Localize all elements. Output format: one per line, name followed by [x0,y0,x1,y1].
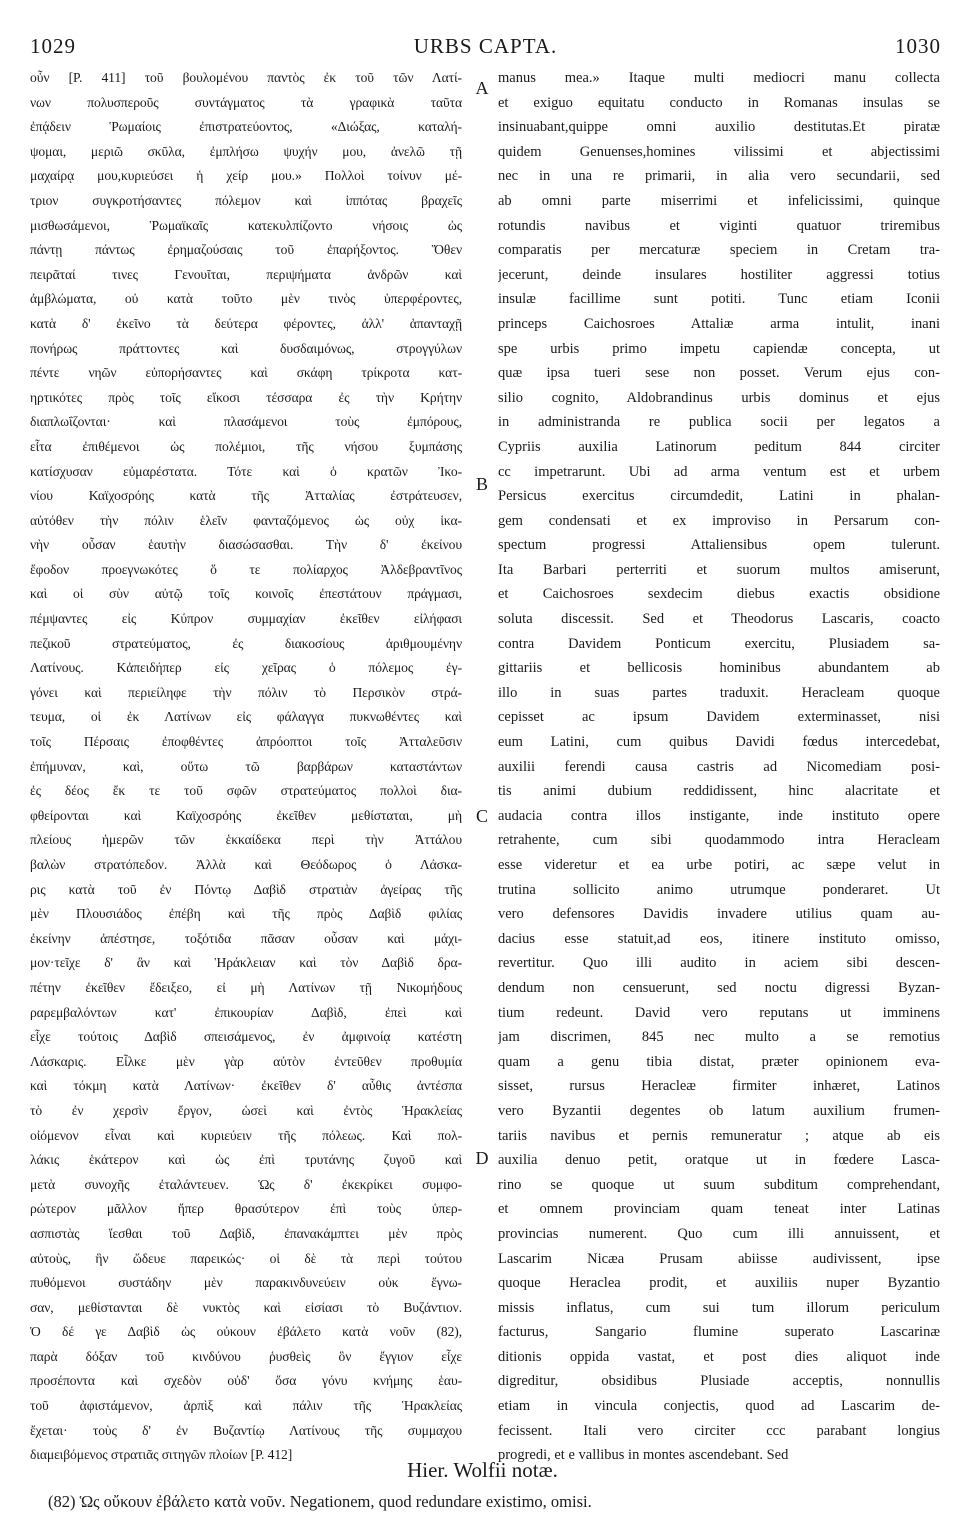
greek-text-line: εἶτα ἐπιθέμενοι ὡς πολέμιοι, τῆς νήσου ξυμπάσης [30,438,462,454]
greek-text-line: ἔφοδον προεγνωκότες ὅ τε πολίαρχος Ἀλδεβραντῖνος [30,561,462,577]
greek-text-line: πέντε νηῶν εὐπορήσαντες καὶ σκάφη τρίκροτα κατ- [30,365,462,381]
footnote: (82) Ὡς οὔκουν ἐβάλετο κατὰ νοῦν. Negationem, quod redundare existimo, omisi. [48,1492,592,1511]
latin-text-line: manus mea.» Itaque multi mediocri manu collecta [498,70,940,86]
greek-text-line: γόνει καὶ περιείληφε τὴν πόλιν τὸ Περσικὸν στρά- [30,684,462,700]
latin-text-line: illo in suas partes traduxit. Heracleam quoque [498,684,940,701]
latin-text-line: revertitur. Quo illi audito in aciem sibi descen- [498,955,940,972]
latin-text-line: trutina sollicito animo utrumque ponderaret. Ut [498,881,940,898]
greek-text-line: κατίσχυσαν εὐμαρέστατα. Τότε καὶ ὁ κρατῶν Ἰκο- [30,463,462,479]
latin-text-line: etiam in vincula conjectis, quod ad Lascarim de- [498,1398,940,1415]
greek-text-line: πλείους ἡμερῶν τῶν ἑκκαίδεκα περὶ τὴν Ἀττάλου [30,832,462,848]
latin-text-line: ditionis oppida vastat, et post dies aliquot inde [498,1348,940,1365]
text-columns [30,66,940,1464]
latin-text-line: rino se quoque ut suum subditum comprehendant, [498,1176,940,1193]
greek-text-line: παρὰ δόξαν τοῦ κινδύνου ῥυσθεὶς ὃν ἔγγιον εἶχε [30,1348,462,1364]
latin-text-line: et Caichosroes sexdecim diebus exactis obsidione [498,586,940,603]
latin-text-line: et exiguo equitatu conducto in Romanas insulas se [498,94,940,111]
latin-text-line: insulæ facillime sunt potiti. Tunc etiam Iconii [498,291,940,308]
latin-text-line: vero Byzantii degentes ob latum auxilium frumen- [498,1102,940,1119]
latin-text-line: retrahente, cum sibi quodammodo intra Heracleam [498,832,940,849]
latin-text-line: auxilia denuo petit, oratque ut in fœdere Lasca- [498,1152,940,1169]
greek-text-line: μισθωσάμενοι, Ῥωμαϊκαῖς κατεκυλπίζοντο νήσοις ὡς [30,217,462,233]
latin-text-line: Cypriis auxilia Latinorum peditum 844 circiter [498,438,940,455]
greek-text-line: πονήρως πράττοντες καὶ δυσδαιμόνως, στρογγύλων [30,340,462,356]
greek-text-line: Λατίνους. Κἀπειδήπερ εἰς χεῖρας ὁ πόλεμος ἐγ- [30,660,462,676]
section-marker-a: A [475,78,489,98]
greek-text-line: καὶ οἱ σὺν αὐτῷ τοῖς κοινοῖς ἐπεστάτουν πράγμασι, [30,586,462,602]
latin-text-line: ab omni parte miserrimi et infelicissimi, quinque [498,192,940,209]
greek-text-line: φθείρονται καὶ Καϊχοσρόης ἐκεῖθεν μεθίσταται, μὴ [30,807,462,823]
greek-text-line: ἔχεται· τοὺς δ' ἐν Βυζαντίῳ Λατίνους τῆς συμμαχου [30,1422,462,1438]
latin-text-line: sisset, rursus Heracleæ firmiter inhæret, Latinos [498,1078,940,1095]
latin-text-line: jecerunt, deinde insulares hostiliter aggressi totius [498,266,940,283]
greek-text-line: οὖν [P. 411] τοῦ βουλομένου παντὸς ἐκ τοῦ τῶν Λατί- [30,70,462,85]
greek-text-line: προσέποντα καὶ σχεδὸν οὐδ' ὅσα γόνυ κνήμης ἑαυ- [30,1373,462,1389]
latin-text-line: progredi, et e vallibus in montes ascendebant. Sed [498,1447,789,1464]
greek-text-line: μαχαίρᾳ μου,κυριεύσει ἡ χείρ μου.» Πολλοὶ τοίνυν μέ- [30,168,462,184]
greek-text-line: νὴν οὖσαν ἑαυτὴν διασώσασθαι. Τὴν δ' ἐκείνου [30,537,462,553]
latin-text-line: insinuabant,quippe omni auxilio destitutas.Et piratæ [498,119,940,136]
latin-text-line: quidem Genuenses,homines vilissimi et abjectissimi [498,143,940,160]
greek-text-line: πάντῃ πάντως ἐρημαζούσαις τοῦ ἐπαρήξοντος. Ὅθεν [30,242,462,258]
greek-text-line: νίου Καϊχοσρόης κατὰ τῆς Ἀτταλίας ἐστράτευσεν, [30,488,462,504]
greek-text-line: οἰόμενον εἶναι καὶ κυριεύειν τῆς πόλεως. Καὶ πολ- [30,1127,462,1143]
latin-text-line: tis animi dubium reddidissent, hinc alacritate et [498,783,940,800]
latin-text-line: comparatis per mercaturæ speciem in Cretam tra- [498,242,940,259]
latin-column [498,66,940,1468]
latin-text-line: cepisset ac ipsum Davidem exterminasset, nisi [498,709,940,726]
greek-text-line: πέμψαντες εἰς Κύπρον συμμαχίαν ἐκεῖθεν εἰλήφασι [30,611,462,627]
section-marker-b: B [475,474,488,494]
notes-heading: Hier. Wolfii notæ. [407,1458,558,1482]
greek-column [30,66,462,1468]
greek-text-line: τοῦ ἀφιστάμενον, ἀρπὶξ καὶ πάλιν τῆς Ἡρακλείας [30,1398,462,1414]
latin-text-line: Ita Barbari perterriti et suorum multos amiserunt, [498,561,940,578]
latin-text-line: missis inflatus, cum sui tum illorum periculum [498,1299,940,1316]
greek-text-line: ἐπήμυναν, καὶ, οὕτω τῶ βαρβάρων καταστάντων [30,758,462,774]
latin-text-line: tariis navibus et pernis remuneratur ; atque ab eis [498,1127,940,1144]
greek-text-line: πυθόμενοι συστάδην μὲν παρακινδυνεύειν οὐκ ἔγνω- [30,1275,462,1291]
greek-text-line: εἶχε τούτοις Δαβὶδ σπεισάμενος, ἐν ἀμφινοίᾳ κατέστη [30,1029,462,1045]
section-marker-c: C [475,806,488,826]
greek-text-line: βαλὼν στρατόπεδον. Ἀλλὰ καὶ Θεόδωρος ὁ Λάσκα- [30,857,462,872]
latin-text-line: audacia contra illos instigante, inde instituto opere [498,807,940,824]
latin-text-line: vero defensores Davidis invadere utilius quam au- [498,906,940,923]
latin-text-line: spectum progressi Attaliensibus opem tulerunt. [498,537,940,554]
greek-text-line: ἐκείνην ἀπέστησε, τοξότιδα πᾶσαν οὖσαν καὶ μάχι- [30,930,462,946]
greek-text-line: Ὁ δέ γε Δαβὶδ ὡς οὐκουν ἐβάλετο κατὰ νοῦν (82), [30,1324,462,1340]
latin-text-line: fecissent. Itali vero circiter ccc parabant longius [498,1422,940,1439]
latin-text-line: tium redeunt. David vero reputans ut imminens [498,1004,940,1021]
latin-text-line: et omnem provinciam quam teneat inter Latinas [498,1201,940,1218]
running-title: URBS CAPTA. [413,34,558,58]
greek-text-line: ρώτερον μᾶλλον ἤπερ θρασύτερον ἐπὶ τοὺς ὑπερ- [30,1201,462,1217]
latin-text-line: facturus, Sangario flumine superato Lascarinæ [498,1324,940,1341]
page-header [30,34,941,60]
latin-text-line: gem condensati et ex improviso in Persarum con- [498,512,940,529]
greek-text-line: πεζικοῦ στρατεύματος, ἐς διακοσίους ἀριθμουμένην [30,635,462,651]
greek-text-line: καὶ τόκμη κατὰ Λατίνων· ἐκεῖθεν δ' αὖθις ἀντέσπα [30,1078,462,1094]
greek-text-line: διαπλωΐζονται· καὶ πλασάμενοι τοὺς ἐμπόρους, [30,414,462,430]
latin-text-line: Persicus exercitus circumdedit, Latini in phalan- [498,488,940,505]
latin-text-line: cc impetrarunt. Ubi ad arma ventum est et urbem [498,463,940,480]
greek-text-line: τοῖς Πέρσαις ἐποφθέντες ἀπρόοπτοι τοῖς Ἀτταλεῦσιν [30,734,462,750]
greek-text-line: σαν, μεθίστανται δὲ νυκτὸς καὶ εἰσίασι τὸ Βυζάντιον. [30,1299,462,1315]
greek-text-line: αὐτοὺς, ἣν ὥδευε παρεικώς· οἱ δὲ τὰ περὶ τούτου [30,1250,462,1266]
greek-text-line: ψομαι, μεριῶ σκῦλα, ἐμπλήσω ψυχήν μου, ἀνελῶ τῇ [30,143,462,159]
latin-text-line: nec in una re primarii, in alia vero secundarii, sed [498,168,940,185]
greek-text-line: ἀμβλώματα, οὐ κατὰ τοῦτο μὲν τινὸς ὑπερφέροντες, [30,291,462,307]
greek-text-line: τευμα, οἱ ἐκ Λατίνων εἰς φάλαγγα πυκνωθέντες καὶ [30,709,462,725]
column-number-right: 1030 [895,34,941,58]
latin-text-line: auxilii ferendi causa castris ad Nicomediam posi- [498,758,940,775]
greek-text-line: νων πολυσπερoῦς συντάγματος τὰ γραφικὰ ταῦτα [30,94,462,110]
greek-text-line: πέτην ἐκεῖθεν ἔδειξεο, εἰ μὴ Λατίνων τῇ Νικομήδους [30,979,462,995]
latin-text-line: quæ ipsa tueri sese non posset. Verum ejus con- [498,365,940,382]
greek-text-line: τριον συγκροτήσαντες πόλεμον καὶ ἱππότας βραχεῖς [30,192,462,208]
latin-text-line: soluta discessit. Sed et Theodorus Lascaris, coacto [498,611,940,628]
greek-text-line: ἐς δέος ἔκ τε τοῦ σφῶν στρατεύματος πολλοὶ δια- [30,783,462,799]
greek-text-line: πειρᾶταί τινες Γενουῖται, περιψήματα ἀνδρῶν καὶ [30,266,462,282]
latin-text-line: in administranda re publica socii per legatos a [498,414,940,431]
latin-text-line: rotundis navibus et viginti quatuor triremibus [498,217,940,234]
latin-text-line: gittariis et bellicosis hominibus abundantem ab [498,660,940,677]
latin-text-line: eum Latini, cum quibus Davidi fœdus intercedebat, [498,734,940,751]
latin-text-line: dendum non censuerunt, sed noctu digressi Byzan- [498,979,940,996]
greek-text-line: Λάσκαρις. Εἷλκε μὲν γὰρ αὐτὸν ἐντεῦθεν προθυμία [30,1053,462,1069]
column-number-left: 1029 [30,34,76,58]
greek-text-line: μον·τεῖχε δ' ἂν καὶ Ἡράκλειαν καὶ τὸν Δαβὶδ δρα- [30,955,462,971]
latin-text-line: contra Davidem Ponticum exercitu, Plusiadem sa- [498,635,940,652]
greek-text-line: αὐτόθεν τὴν πόλιν ἑλεῖν φανταζόμενος ὡς οὐχ ἱκα- [30,512,462,528]
greek-text-line: κατὰ δ' ἐκεῖνο τὰ δεύτερα φέροντες, ἀλλ' ἁπανταχῇ [30,315,462,331]
greek-text-line: διαμειβόμενος στρατιᾶς σιτηγῶν πλοίων [P. 412] [30,1447,293,1463]
latin-text-line: jam discrimen, 845 nec multo a se remotius [498,1029,940,1046]
greek-text-line: μετὰ συνοχῆς ἐταλάντευεν. Ὡς δ' ἐκεκρίκει συμφο- [30,1176,462,1192]
greek-text-line: ραρεμβαλόντων κατ' ἐπικουρίαν Δαβὶδ, ἐπεὶ καὶ [30,1004,462,1020]
latin-text-line: Lascarim Nicæa Prusam abiisse audivissent, ipse [498,1250,940,1267]
latin-text-line: spe urbis primo impetu capiendæ concepta, ut [498,340,940,357]
latin-text-line: esse videretur et ea urbe potiri, ac sæpe velut in [498,857,940,873]
latin-text-line: provincias numerent. Quo cum illi annuissent, et [498,1225,940,1242]
latin-text-line: dacius esse statuit,ad eos, itinere instituto omisso, [498,930,940,947]
greek-text-line: τὸ ἐν χερσὶν ἔργον, ὡσεὶ καὶ ἐντὸς Ἡρακλείας [30,1102,462,1118]
greek-text-line: ἐπᾴδειν Ῥωμαίοις ἐπιστρατεύοντος, «Διώξας, καταλή- [30,119,462,135]
latin-text-line: digreditur, obsidibus Plusiade acceptis, nonnullis [498,1373,940,1390]
greek-text-line: ασπιστὰς ἵεσθαι τοῦ Δαβὶδ, ἐπανακάμπτει μὲν πρὸς [30,1225,462,1241]
latin-text-line: princeps Caichosroes Attaliæ arma intulit, inani [498,315,940,332]
greek-text-line: λάκις ἑκάτερον καὶ ὡς ἐπὶ τρυτάνης ζυγοῦ καὶ [30,1152,462,1168]
latin-text-line: quam a genu tibia distat, præter opinionem eva- [498,1053,940,1070]
latin-text-line: silio cognito, Aldobrandinus urbis dominus et ejus [498,389,940,406]
greek-text-line: ηρτικότες πρὸς τοῖς εἴκοσι τέσσαρα ἐς τὴν Κρήτην [30,389,462,405]
latin-text-line: quoque Heraclea prodit, et auxiliis nuper Byzantio [498,1275,940,1292]
greek-text-line: μὲν Πλουσιάδος ἐπέβη καὶ τῆς πρὸς Δαβὶδ φιλίας [30,906,462,922]
greek-text-line: ρις κατὰ τοῦ ἐν Πόντῳ Δαβὶδ στρατιὰν ἀγείρας τῆς [30,881,462,897]
section-marker-d: D [475,1148,489,1168]
